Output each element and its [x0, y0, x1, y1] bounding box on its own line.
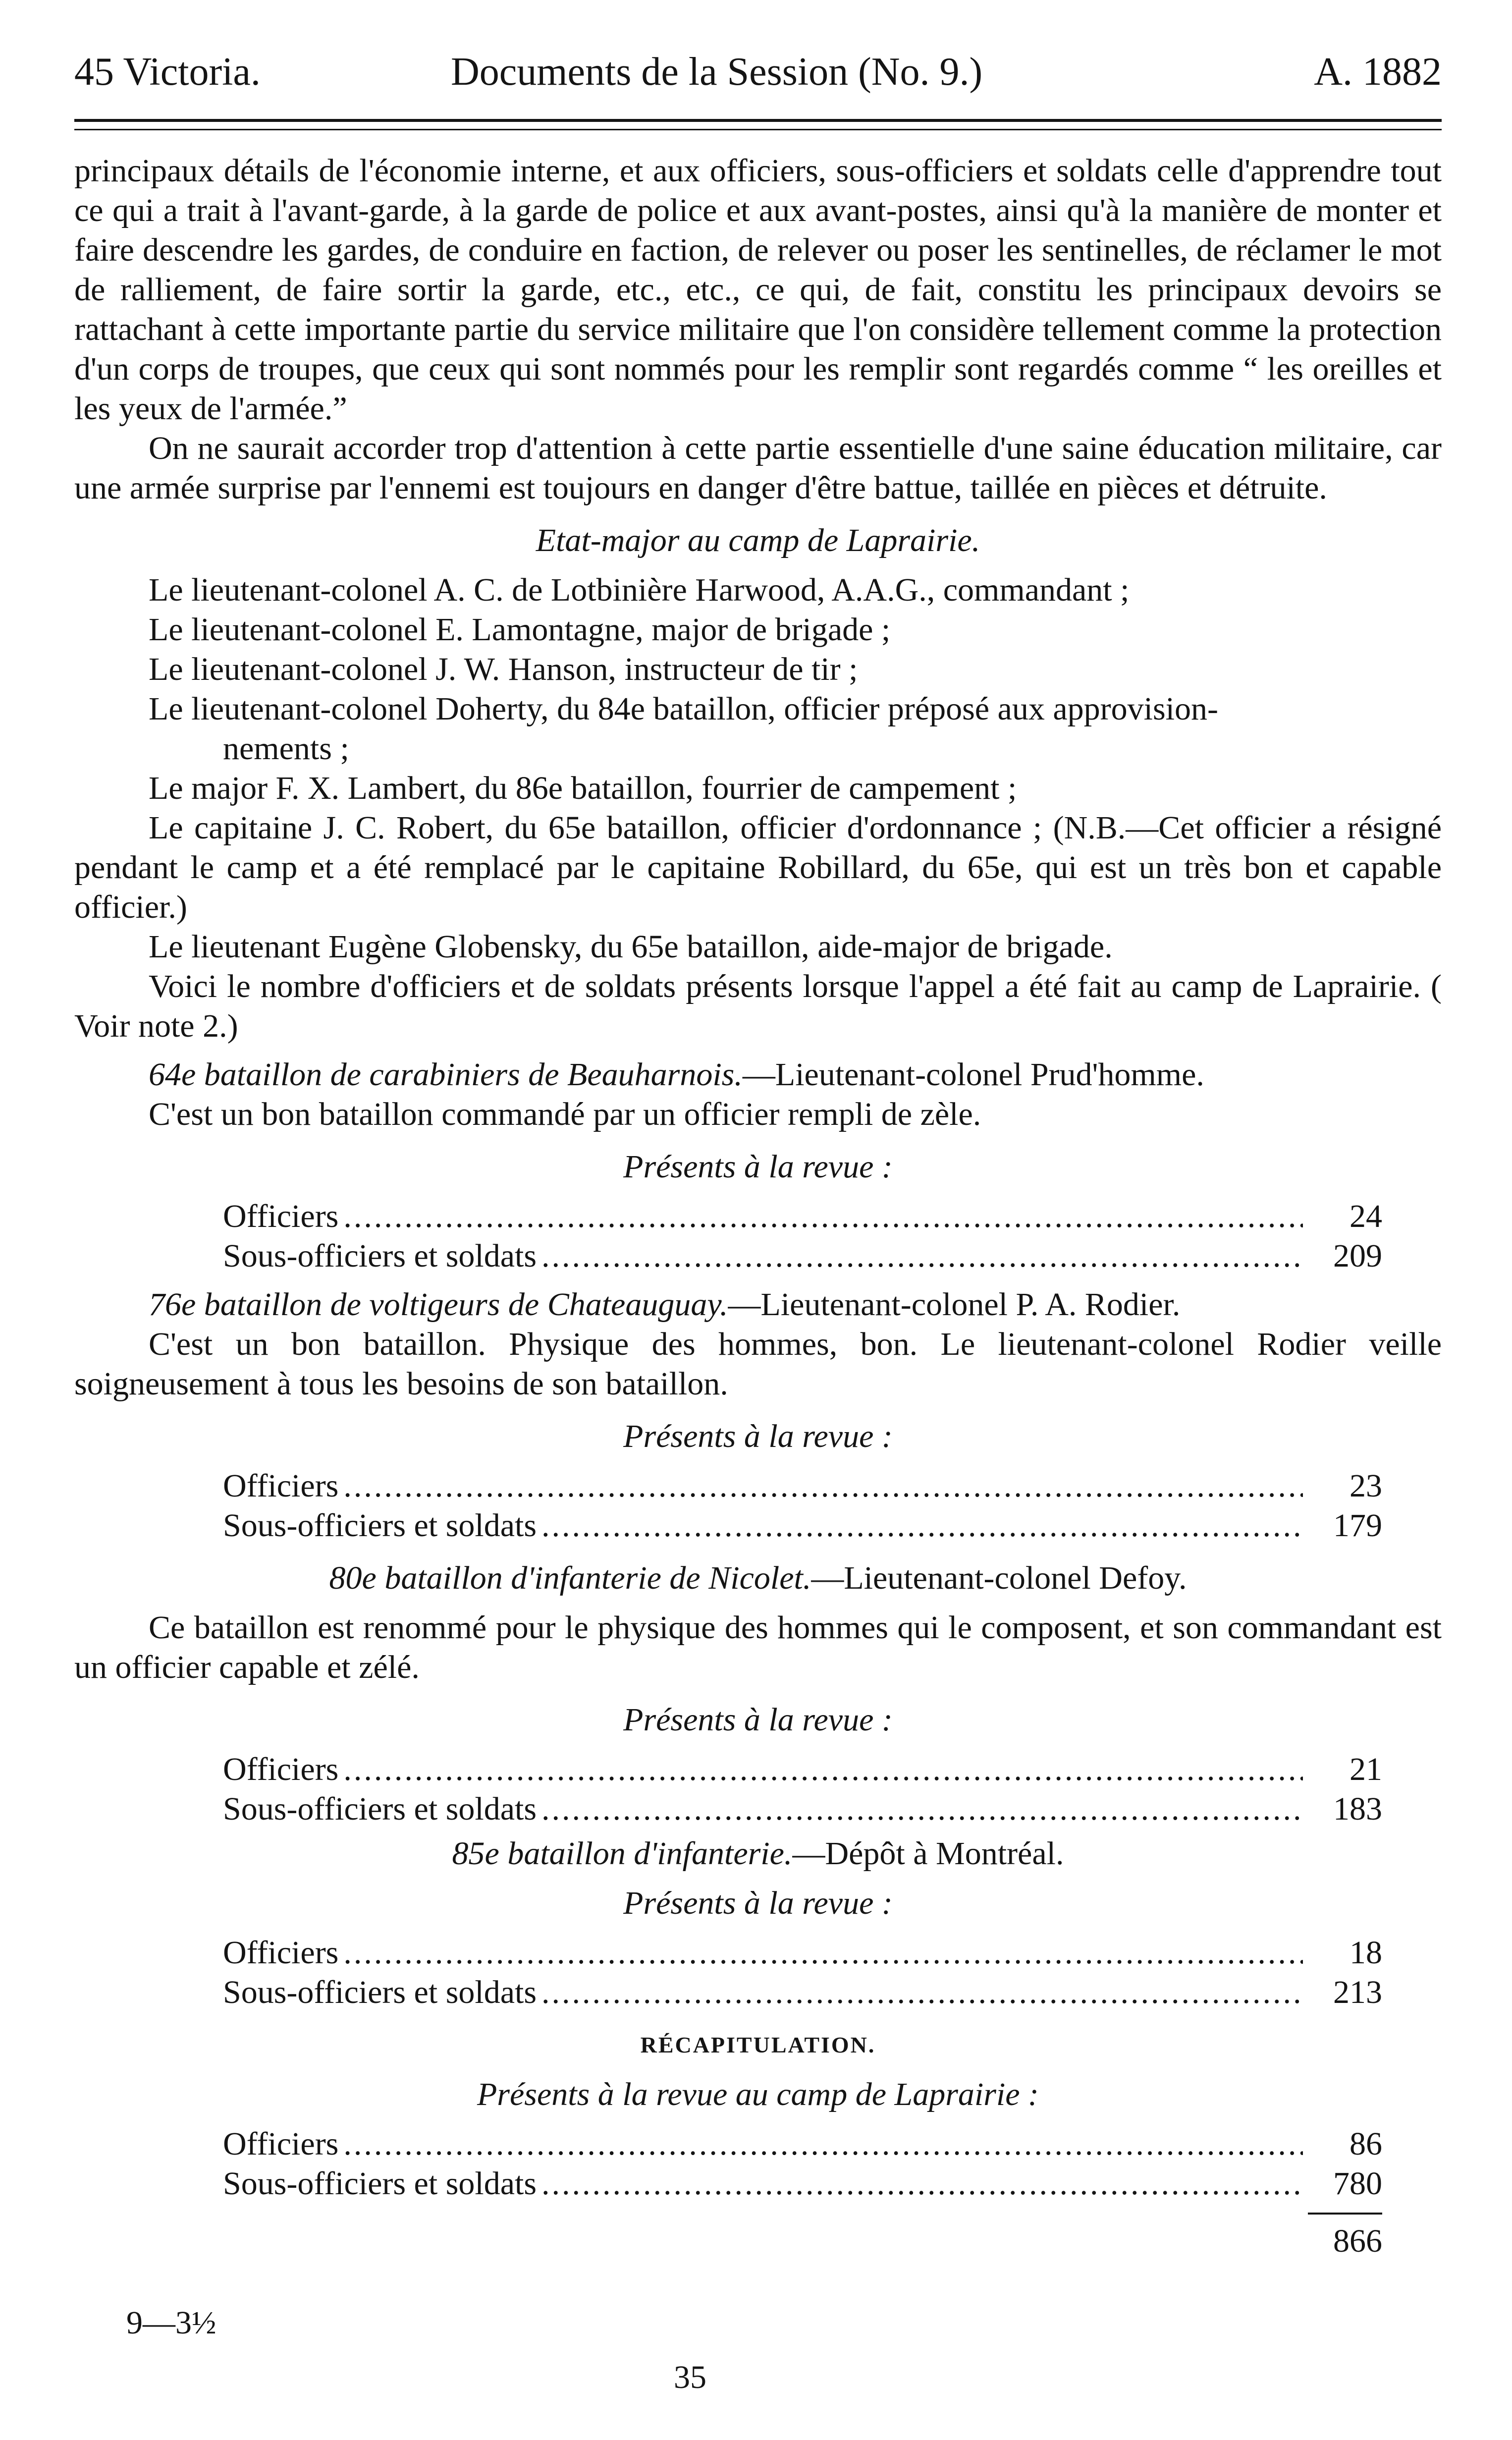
recap-title: RÉCAPITULATION. — [640, 2032, 876, 2057]
battalion-name: 85e bataillon d'infanterie. — [452, 1835, 793, 1872]
battalion-remark: C'est un bon bataillon. Physique des hommes, bon. Le lieutenant-colonel Rodier veille soigneusement à tous les besoins de son bataillon. — [74, 1326, 1442, 1402]
soldiers-label: Sous-officiers et soldats — [223, 1238, 537, 1274]
staff-line: Le lieutenant-colonel E. Lamontagne, major de brigade ; — [149, 611, 891, 648]
officers-label: Officiers — [223, 1468, 339, 1504]
battalion-remark: Ce bataillon est renommé pour le physique des hommes qui le composent, et son commandant est un officier capable et zélé. — [74, 1609, 1442, 1685]
soldiers-label: Sous-officiers et soldats — [223, 1974, 537, 2010]
officers-label: Officiers — [223, 1935, 339, 1971]
soldiers-count: 183 — [1333, 1791, 1382, 1827]
soldiers-count: 209 — [1333, 1238, 1382, 1274]
leader-dots — [541, 1973, 1303, 2012]
body-text — [74, 151, 1442, 2261]
leader-dots — [343, 1197, 1303, 1236]
leader-dots — [541, 1789, 1303, 1829]
officers-label: Officiers — [223, 1751, 339, 1787]
soldiers-row — [223, 1506, 1382, 1546]
recap-total: 866 — [1333, 2223, 1382, 2259]
leader-dots — [541, 2164, 1303, 2204]
soldiers-label: Sous-officiers et soldats — [223, 1791, 537, 1827]
header-title: Documents de la Session (No. 9.) — [451, 50, 983, 94]
battalion-commander: —Lieutenant-colonel Prud'homme. — [742, 1056, 1204, 1093]
staff-heading: Etat-major au camp de Laprairie. — [536, 522, 980, 558]
leader-dots — [541, 1236, 1303, 1276]
leader-dots — [343, 2124, 1303, 2164]
presents-label: Présents à la revue : — [623, 1885, 893, 1921]
officers-count: 23 — [1350, 1468, 1382, 1504]
officers-row — [223, 1197, 1382, 1236]
signature-mark: 9—3½ — [126, 2305, 216, 2341]
battalion-heading — [74, 1055, 1442, 1095]
staff-line-continuation: nements ; — [223, 730, 349, 767]
officers-count: 21 — [1350, 1751, 1382, 1787]
battalion-heading — [74, 1834, 1442, 1874]
battalion-name: 76e bataillon de voltigeurs de Chateauguay. — [149, 1286, 728, 1323]
battalion-heading — [74, 1558, 1442, 1598]
officers-label: Officiers — [223, 2126, 339, 2162]
recap-presents-label: Présents à la revue au camp de Laprairie : — [477, 2076, 1039, 2112]
header-rule-thin — [74, 129, 1442, 130]
soldiers-label: Sous-officiers et soldats — [223, 1507, 537, 1544]
running-header — [74, 45, 1442, 99]
soldiers-row — [223, 1789, 1382, 1829]
staff-line: Le capitaine J. C. Robert, du 65e bataillon, officier d'ordonnance ; (N.B.—Cet officier a résigné pendant le camp et a été remplacé par le capitaine Robillard, du 65e, qui est un très bon et capable officier.) — [74, 810, 1442, 925]
recap-soldiers-row — [223, 2164, 1382, 2204]
presents-label: Présents à la revue : — [623, 1149, 893, 1185]
officers-row — [223, 1750, 1382, 1789]
presents-label: Présents à la revue : — [623, 1702, 893, 1738]
soldiers-row — [223, 1236, 1382, 1276]
document-page — [74, 45, 1442, 2259]
soldiers-label: Sous-officiers et soldats — [223, 2165, 537, 2202]
battalion-name: 64e bataillon de carabiniers de Beauharnois. — [149, 1056, 743, 1093]
soldiers-count: 179 — [1333, 1507, 1382, 1544]
battalion-commander: —Lieutenant-colonel P. A. Rodier. — [728, 1286, 1181, 1323]
battalion-commander: —Lieutenant-colonel Defoy. — [811, 1560, 1187, 1596]
officers-count: 18 — [1350, 1935, 1382, 1971]
staff-line: Le lieutenant-colonel A. C. de Lotbinière Harwood, A.A.G., commandant ; — [149, 572, 1130, 608]
intro-paragraph-2: On ne saurait accorder trop d'attention à cette partie essentielle d'une saine éducation militaire, car une armée surprise par l'ennemi est toujours en danger d'être battue, taillée en pièces et détruite. — [74, 430, 1442, 506]
page-number: 35 — [674, 2359, 706, 2395]
battalion-remark: C'est un bon bataillon commandé par un officier rempli de zèle. — [149, 1096, 981, 1132]
staff-line: Le lieutenant Eugène Globensky, du 65e bataillon, aide-major de brigade. — [149, 929, 1113, 965]
soldiers-count: 213 — [1333, 1974, 1382, 2010]
officers-row — [223, 1466, 1382, 1506]
leader-dots — [343, 1466, 1303, 1506]
staff-line: Le lieutenant-colonel J. W. Hanson, instructeur de tir ; — [149, 651, 858, 687]
header-rule-thick — [74, 119, 1442, 122]
officers-count: 24 — [1350, 1198, 1382, 1234]
leader-dots — [343, 1750, 1303, 1789]
recap-soldiers-count: 780 — [1333, 2165, 1382, 2202]
staff-line: Le major F. X. Lambert, du 86e bataillon, fourrier de campement ; — [149, 770, 1017, 806]
staff-line: Le lieutenant-colonel Doherty, du 84e bataillon, officier préposé aux approvision- — [149, 691, 1218, 727]
soldiers-row — [223, 1973, 1382, 2012]
officers-label: Officiers — [223, 1198, 339, 1234]
recap-officers-count: 86 — [1350, 2126, 1382, 2162]
count-note: Voici le nombre d'officiers et de soldats présents lorsque l'appel a été fait au camp de Laprairie. ( Voir note 2.) — [74, 968, 1442, 1044]
battalion-heading — [74, 1285, 1442, 1325]
battalion-commander: —Dépôt à Montréal. — [792, 1835, 1064, 1872]
recap-officers-row — [223, 2124, 1382, 2164]
header-year: A. 1882 — [1314, 50, 1442, 94]
header-volume: 45 Victoria. — [74, 50, 261, 94]
intro-paragraph-1: principaux détails de l'économie interne, et aux officiers, sous-officiers et soldats celle d'apprendre tout ce qui a trait à l'avant-garde, à la garde de police et aux avant-postes, ainsi qu'à la manière de monter et faire descendre les gardes, de conduire en faction, de relever ou poser les sentinelles, de réclamer le mot de ralliement, de faire sortir la garde, etc., etc., ce qui, de fait, constitu les principaux devoirs se rattachant à cette importante partie du service militaire que l'on considère tellement comme la protection d'un corps de troupes, que ceux qui sont nommés pour les remplir sont regardés comme “ les oreilles et les yeux de l'armée.” — [74, 153, 1442, 427]
presents-label: Présents à la revue : — [623, 1418, 893, 1454]
officers-row — [223, 1933, 1382, 1973]
battalion-name: 80e bataillon d'infanterie de Nicolet. — [329, 1560, 811, 1596]
leader-dots — [343, 1933, 1303, 1973]
recap-total-row — [223, 2221, 1382, 2261]
sum-rule — [1308, 2213, 1382, 2215]
leader-dots — [541, 1506, 1303, 1546]
